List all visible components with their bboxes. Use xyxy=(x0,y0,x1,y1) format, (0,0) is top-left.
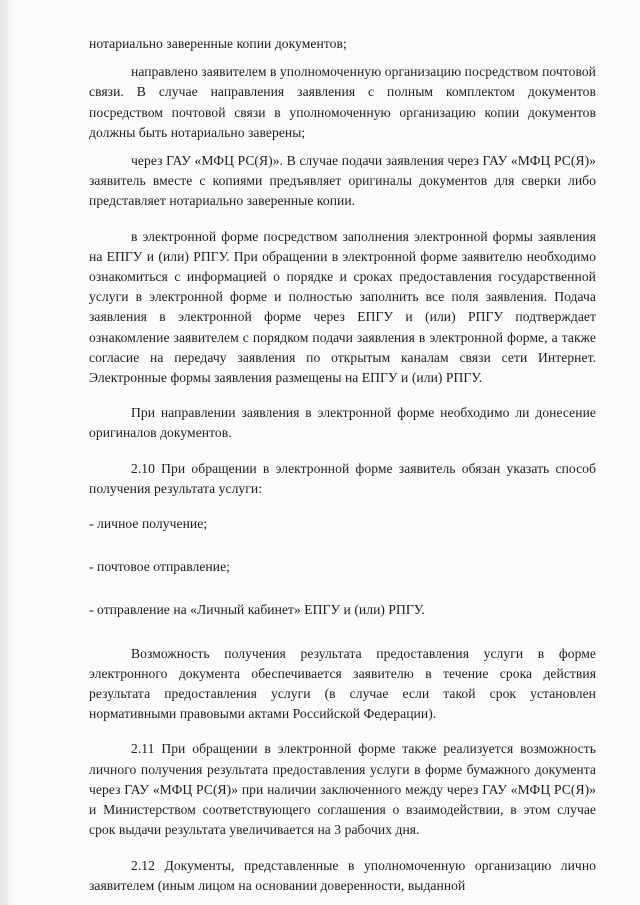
paragraph-mfc-submission: через ГАУ «МФЦ РС(Я)». В случае подачи заявления через ГАУ «МФЦ РС(Я)» заявитель вместе с копиями предъявляет оригиналы документов для сверки либо представляет нотариально заверенные копии. xyxy=(89,153,596,209)
scan-edge-shadow xyxy=(0,0,14,905)
list-item-postal-delivery: - почтовое отправление; xyxy=(89,559,230,575)
list-item-personal-receipt: - личное получение; xyxy=(89,516,208,532)
paragraph-section-2-12: 2.12 Документы, представленные в уполномоченную организацию лично заявителем (иным лицом на основании доверенности, выданной xyxy=(89,857,596,893)
paragraph-notarized-copies: нотариально заверенные копии документов; xyxy=(89,36,347,51)
paragraph-section-2-10: 2.10 При обращении в электронной форме заявитель обязан указать способ получения результата услуги: xyxy=(89,460,596,496)
paragraph-electronic-result: Возможность получения результата предоставления услуги в форме электронного документа обеспечивается заявителю в течение срока действия результата предоставления услуги (в случае если такой срок установлен нормативными правовыми актами Российской Федерации). xyxy=(89,645,596,722)
paragraph-originals-question: При направлении заявления в электронной форме необходимо ли донесение оригиналов документов. xyxy=(89,405,596,441)
paragraph-electronic-submission: в электронной форме посредством заполнения электронной формы заявления на ЕПГУ и (или) РПГУ. При обращении в электронной форме заявителю необходимо ознакомиться с информацией о порядке и сроках предоставления государственной услуги в электронной форме и полностью заполнить все поля заявления. Подача заявления в электронной форме через ЕПГУ и (или) РПГУ подтверждает ознакомление заявителем с порядком подачи заявления в электронной форме, а также согласие на передачу заявления по открытым каналам связи сети Интернет. Электронные формы заявления размещены на ЕПГУ и (или) РПГУ. xyxy=(89,228,596,386)
paragraph-section-2-11: 2.11 При обращении в электронной форме также реализуется возможность личного получения результата предоставления услуги в форме бумажного документа через ГАУ «МФЦ РС(Я)» при наличии заключенного между через ГАУ «МФЦ РС(Я)» и Министерством соответствующего соглашения о взаимодействии, в этом случае срок выдачи результата увеличивается на 3 рабочих дня. xyxy=(89,741,596,838)
list-item-personal-cabinet: - отправление на «Личный кабинет» ЕПГУ и (или) РПГУ. xyxy=(89,602,425,618)
paragraph-postal-submission: направлено заявителем в уполномоченную организацию посредством почтовой связи. В случае направления заявления с полным комплектом документов посредством почтовой связи в уполномоченную организацию копии документов должны быть нотариально заверены; xyxy=(89,64,596,140)
